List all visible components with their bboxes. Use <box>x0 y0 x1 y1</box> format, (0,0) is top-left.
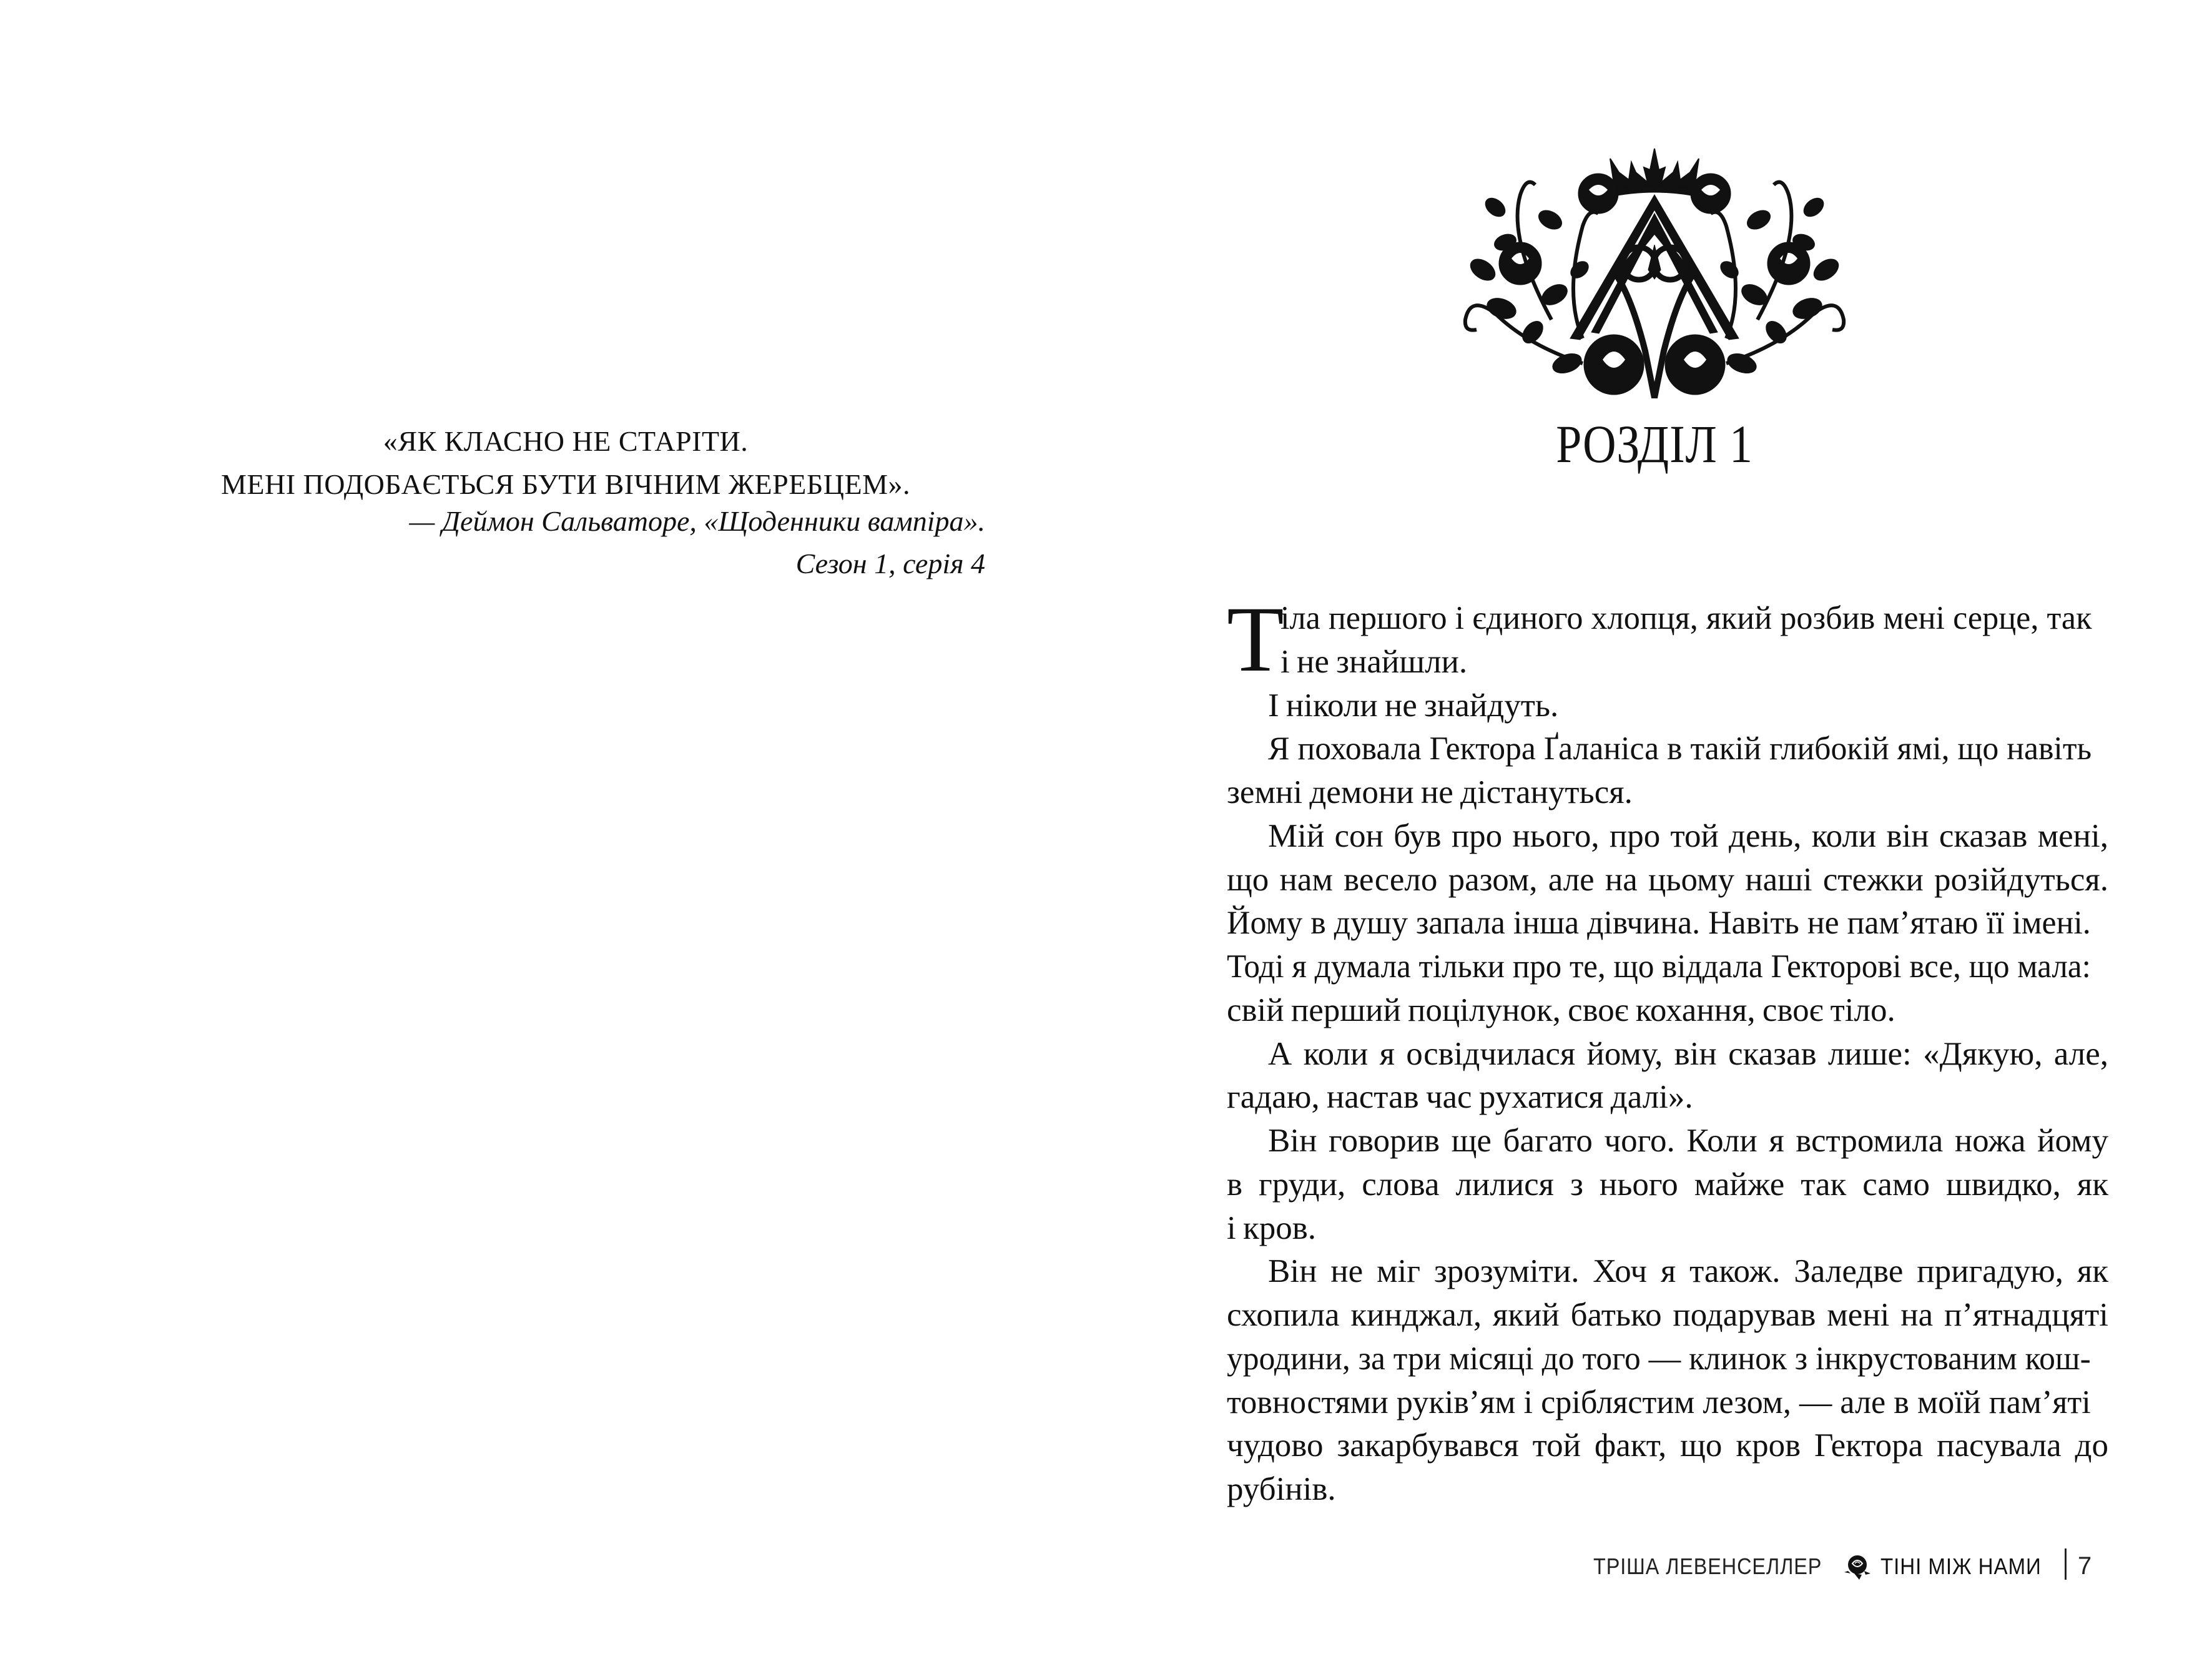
body-text-line <box>1268 814 2108 858</box>
body-text-line-content: і кров. <box>1227 1209 1316 1246</box>
body-text-line <box>1227 858 2108 902</box>
body-text-line-content: Він не міг зрозуміти. Хоч я також. Заледве пригадую, як <box>1268 1253 2108 1290</box>
body-text-line-content: А коли я освідчилася йому, він сказав лише: «Дякую, але, <box>1268 1035 2108 1072</box>
body-text-line <box>1227 1381 2108 1424</box>
body-text-line-content: уродини, за три місяці до того — клинок з інкрустованим кош- <box>1227 1340 2091 1377</box>
body-text-line <box>1268 1249 2108 1293</box>
epigraph-attribution-line-1: — Деймон Сальваторе, «Щоденники вампіра». <box>409 505 985 537</box>
footer-book-title: ТІНІ МІЖ НАМИ <box>1880 1553 2042 1579</box>
body-text-line <box>1227 1075 2108 1119</box>
body-text-line <box>1227 1163 2108 1206</box>
body-text-line <box>1268 727 2108 770</box>
rose-icon <box>1843 1552 1872 1581</box>
body-text-line-content: свій перший поцілунок, своє кохання, своє тіло. <box>1227 992 1895 1028</box>
footer-author-name: ТРІША ЛЕВЕНСЕЛЛЕР <box>1593 1553 1822 1579</box>
body-text-line <box>1227 770 2108 814</box>
epigraph-quote-line-2: МЕНІ ПОДОБАЄТЬСЯ БУТИ ВІЧНИМ ЖЕРЕБЦЕМ». <box>221 468 910 500</box>
body-text-line-content: рубінів. <box>1227 1471 1336 1507</box>
body-text-line <box>1227 1467 2108 1511</box>
body-text-line-content: схопила кинджал, який батько подарував мені на п’ятнадцяті <box>1227 1297 2108 1333</box>
body-text-line-content: що нам весело разом, але на цьому наші стежки розійдуться. <box>1227 861 2108 898</box>
body-text-line <box>1227 945 2108 988</box>
body-text-line <box>1281 640 2108 684</box>
chapter-title: РОЗДІЛ 1 <box>1556 414 1753 474</box>
body-text-line <box>1268 1032 2108 1076</box>
body-text-line-content: в груди, слова лилися з нього майже так само швидко, як <box>1227 1166 2108 1203</box>
body-text-line-content: земні демони не дістануться. <box>1227 774 1633 810</box>
body-text-line <box>1281 596 2108 640</box>
body-text-line-content: чудово закарбувався той факт, що кров Гектора пасувала до <box>1227 1427 2108 1464</box>
body-text-line-content: іла першого і єдиного хлопця, який розбив мені серце, так <box>1281 600 2092 636</box>
body-text-line-content: Мій сон був про нього, про той день, коли він сказав мені, <box>1268 817 2108 854</box>
rose-crown-ornament-icon <box>1458 145 1851 407</box>
page-number: 7 <box>2078 1552 2092 1580</box>
body-text-line-content: Йому в душу запала інша дівчина. Навіть не пам’ятаю її імені. <box>1227 905 2091 942</box>
epigraph-attribution-line-2: Сезон 1, серія 4 <box>795 548 985 579</box>
epigraph <box>0 0 1106 624</box>
footer-divider <box>2065 1548 2067 1580</box>
drop-cap: Т <box>1227 588 1284 691</box>
body-text-line <box>1227 1206 2108 1250</box>
body-text-line <box>1268 684 2108 727</box>
epigraph-quote-line-1: «ЯК КЛАСНО НЕ СТАРІТИ. <box>383 425 749 457</box>
body-text-line-content: товностями руків’ям і сріблястим лезом, — але в моїй пам’яті <box>1227 1384 2091 1420</box>
body-text-line <box>1227 901 2108 945</box>
body-text-line-content: Тоді я думала тільки про те, що віддала Гекторові все, що мала: <box>1227 948 2091 985</box>
body-text-line-content: і не знайшли. <box>1281 643 1468 680</box>
body-text-line-content: Я поховала Гектора Ґаланіса в такій глибокій ямі, що навіть <box>1268 731 2092 767</box>
body-text-line <box>1227 1337 2108 1381</box>
body-text-line <box>1268 1119 2108 1163</box>
body-text-line-content: Він говорив ще багато чого. Коли я встромила ножа йому <box>1268 1123 2108 1159</box>
body-text-line-content: І ніколи не знайдуть. <box>1268 687 1559 724</box>
body-text-line <box>1227 988 2108 1032</box>
body-text-line-content: гадаю, настав час рухатися далі». <box>1227 1079 1693 1116</box>
running-footer <box>1586 1548 2116 1580</box>
body-text-line <box>1227 1293 2108 1337</box>
body-text-line <box>1227 1424 2108 1467</box>
